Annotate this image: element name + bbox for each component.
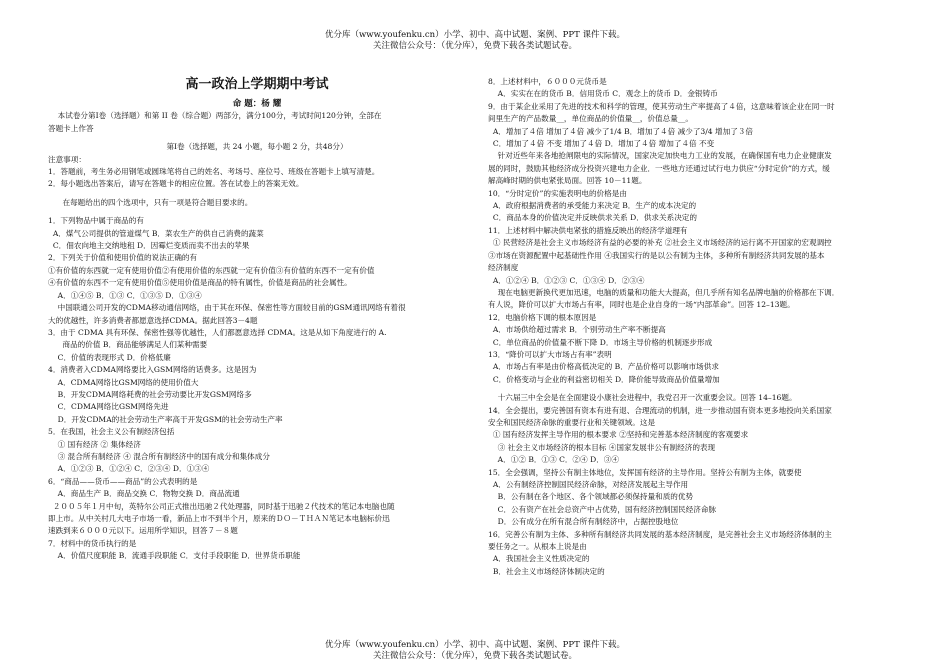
intro-line: 答题卡上作答 (48, 123, 94, 133)
option-line (48, 240, 466, 252)
option-line (488, 324, 906, 336)
statement-text: ① 民营经济是社会主义市场经济有益的必要的补充 ②社会主义市场经济的运行离不开国家的宏观调控 (492, 238, 832, 248)
section-heading: 第Ⅰ卷（选择题，共 24 小题，每小题 2 分，共48分） (166, 142, 348, 152)
option-text: A．我国社会主义性质决定的 (492, 554, 590, 564)
footer-line-1: 优分库（www.youfenku.cn）小学、初中、高中试题、案例、PPT 课件下载。 (325, 640, 625, 650)
option-line (48, 339, 466, 351)
option-text: A．市场供给超过需求 B．个别劳动生产率不断提高 (492, 325, 666, 335)
option-line (488, 138, 906, 150)
question: 4．消费者入CDMA网络要比入GSM网络的话费多。这是因为 (48, 365, 257, 375)
option-line (48, 550, 466, 562)
statement-text: ③ 社会主义市场经济的根本目标 ④国家发展非公有制经济的表现 (497, 442, 716, 452)
option-line (48, 352, 466, 364)
passage-line (48, 302, 466, 314)
option-text: A．CDMA网络比GSM网络的使用价值大 (57, 377, 199, 387)
option-text: A．煤气公司提供的管道煤气 B．菜农生产的供自己消费的蔬菜 (52, 228, 264, 238)
passage-line (488, 392, 906, 404)
statement-line (488, 442, 906, 454)
option-line (488, 212, 906, 224)
option-text: A．①② B．①③ C．②④ D．③④ (497, 455, 619, 465)
option-text: A．增加了４倍 增加了４倍 减少了1/4 B．增加了４倍 减少了3/4 增加了３倍 (492, 126, 754, 136)
question: 15．全会强调，坚持公有制主体地位，发挥国有经济的主导作用。坚持公有制为主体，就要使 (488, 467, 802, 477)
option-text: C．公有资产在社会总资产中占优势，国有经济控制国民经济命脉 (497, 504, 717, 514)
passage-text: 十六届三中全会是在全面建设小康社会进程中，我党召开一次重要会议。回答 14–16题。 (497, 393, 797, 403)
question: 要任务之一。从根本上说是由 (488, 542, 587, 552)
header-line-2: 关注微信公众号：（优分库），免费下载各类试题试卷。 (372, 41, 577, 51)
statement-text: ① 国有经济发挥主导作用的根本要求 ②坚持和完善基本经济制度的客观要求 (492, 430, 749, 440)
footer-line-2: 关注微信公众号：（优分库），免费下载各类试题试卷。 (372, 651, 577, 661)
note-item: 1．答题前，考生务必用钢笔或圆珠笔将自己的姓名、考场号、座位号、班级在答题卡上填写清楚。 (48, 167, 380, 177)
option-text: C．增加了４倍 不变 增加了４倍 D．增加了４倍 增加了４倍 不变 (492, 139, 715, 149)
option-text: C．商品本身的价值决定并反映供求关系 D．供求关系决定的 (492, 213, 697, 223)
option-text: A．公有制经济控制国民经济命脉，对经济发展起主导作用 (492, 480, 689, 489)
option-line (488, 479, 906, 491)
question: 16．完善公有制为主体、多种所有制经济共同发展的基本经济制度，是完善社会主义市场经济体制的主 (488, 529, 832, 539)
passage-text: ２００５年１月中旬，英特尔公司正式推出迅驰２代处理器，同时基于迅驰２代技术的笔记本电脑也随 (52, 501, 395, 511)
notes-heading: 注意事项： (48, 154, 86, 164)
option-line (488, 361, 906, 373)
option-text: B．开发CDMA网络耗费的社会劳动要比开发GSM网络多 (57, 389, 252, 399)
statement-line (488, 237, 906, 249)
option-text: B．公有制在各个地区、各个领域都必须保持量和质的优势 (497, 492, 694, 502)
question: 6．“商品——货币——商品”的公式表明的是 (48, 476, 198, 486)
option-text: D．开发CDMA的社会劳动生产率高于开发GSM的社会劳动生产率 (57, 414, 283, 424)
option-line (488, 374, 906, 386)
option-text: A．商品生产 B．商品交换 C．物物交换 D．商品流通 (57, 489, 240, 499)
question: 2．下列关于价值和使用价值的说法正确的有 (48, 253, 198, 263)
option-line (488, 126, 906, 138)
option-text: C．佃农向地主交纳地租 D．因霉烂变质而卖不出去的苹果 (52, 241, 250, 251)
intro-text: 本试卷分第Ⅰ卷（选择题）和第 II 卷（综合题）两部分，满分100分，考试时间120分钟，全部在 (57, 111, 382, 121)
passage-line (488, 287, 906, 299)
option-line (488, 454, 906, 466)
statement-line (48, 451, 466, 463)
option-line (488, 553, 906, 565)
exam-title: 高一政治上学期期中考试 (185, 77, 329, 92)
header-line-1: 优分库（www.youfenku.cn）小学、初中、高中试题、案例、PPT 课件下载。 (325, 30, 625, 40)
page-header (0, 30, 950, 52)
right-column (488, 76, 906, 578)
instruction-text: 在每题给出的四个选项中，只有一项是符合题目要求的。 (62, 197, 253, 207)
intro-line (48, 110, 466, 122)
question: 3．由于 CDMA 具有环保、保密性强等优越性，人们都愿意选择 CDMA。这是从如下角度进行的 A. (48, 327, 387, 337)
statement-line (48, 439, 466, 451)
option-line (48, 228, 466, 240)
option-line (48, 463, 466, 475)
question: 7．材料中的货币执行的是 (48, 538, 137, 548)
option-text: B．社会主义市场经济体制决定的 (492, 566, 605, 576)
exam-author: 命 题：杨 耀 (232, 99, 282, 109)
option-text: A．价值尺度职能 B．流通手段职能 C．支付手段职能 D．世界货币职能 (57, 551, 301, 561)
passage-line: 解高峰时期的供电紧张局面。回答 10－11题。 (488, 176, 647, 186)
option-text: A．①②③ B．①②④ C．②③④ D．①③④ (57, 464, 210, 474)
statement-line: ③市场在资源配置中起基础性作用 ④我国实行的是以公有制为主体，多种所有制经济共同发展的基本 (488, 250, 825, 260)
option-text: D．公有成分在所有混合所有制经济中，占据控股地位 (497, 517, 679, 527)
statement-line (488, 429, 906, 441)
page-footer (0, 640, 950, 662)
question: 5．在我国，社会主义公有制经济包括 (48, 427, 175, 437)
passage-text: 中国联通公司开发的CDMA移动通信网络，由于其在环保、保密性等方面较目前的GSM通讯网络有着很 (57, 303, 406, 313)
question: 1．下列物品中属于商品的有 (48, 216, 144, 226)
option-line (488, 200, 906, 212)
option-text: C．单位商品的价值量不断下降 D．市场主导价格的机制逐步形成 (492, 337, 713, 347)
option-line (488, 88, 906, 100)
question: 安全和国民经济命脉的重要行业和关键领域。这是 (488, 417, 656, 427)
statement-text: ③ 混合所有制经济 ④ 混合所有制经济中的国有成分和集体成分 (57, 451, 270, 461)
option-line (48, 290, 466, 302)
statement-text: ① 国有经济 ② 集体经济 (57, 439, 141, 449)
passage-line: 即上市。从中关村几大电子市场一看，新品上市不到半个月，原来的ＤＯ－ＴＨＡＮ笔记本电脑标价迅 (48, 514, 390, 523)
option-line (488, 504, 906, 516)
question: 间里生产的产品数量__，单位商品的价值量__，价值总量__。 (488, 114, 694, 124)
option-line (488, 566, 906, 578)
left-column (48, 76, 466, 563)
instruction (48, 197, 466, 209)
passage-line: 速跌到来６０００元以下。运用所学知识，回答７－８题 (48, 526, 238, 536)
question: 11．上述材料中解决供电紧张的措施反映出的经济学道理有 (488, 225, 688, 235)
option-text: C．价格变动与企业的利益密切相关 D．降价能导致商品价值量增加 (492, 374, 720, 384)
question: 14．全会提出，要完善国有资本有进有退、合理流动的机制，进一步推动国有资本更多地投向关系国家 (488, 405, 832, 415)
question: 8．上述材料中，６０００元货币是 (488, 77, 607, 86)
statement-line: ①有价值的东西就一定有使用价值②有使用价值的东西就一定有价值③有价值的东西不一定有价值 (48, 265, 375, 275)
passage-line: 展的同时，鼓励其他经济成分投资兴建电力企业．一些地方还通过试行电力供应“分时定价”的方式，缓 (488, 163, 830, 173)
option-line (48, 414, 466, 426)
option-text: C．CDMA网络比GSM网络先进 (57, 402, 169, 412)
option-line (48, 389, 466, 401)
option-line (488, 516, 906, 528)
passage-line: 大的优越性，许多消费者都愿意选择CDMA。据此回答3－4题 (48, 315, 258, 325)
option-text: A．政府根据消费者的承受能力来决定 B．生产的成本决定的 (492, 201, 697, 211)
option-line (48, 488, 466, 500)
question: 9．由于某企业采用了先进的技术和科学的管理，使其劳动生产率提高了４倍，这意味着该企业在同一时 (488, 101, 835, 111)
option-text: A．①④⑤ B．①③ C．①③⑤ D．①③④ (57, 290, 202, 300)
statement-line: 经济制度 (488, 263, 519, 273)
option-line (48, 401, 466, 413)
passage-text: 针对近些年来各地抢闸限电的实际情况，国家决定加快电力工业的发展，在确保国有电力企业健康发 (497, 151, 832, 161)
option-text: A．市场占有率是由价格高低决定的 B．产品价格可以影响市场供求 (492, 362, 719, 372)
option-text: C．价值的表现形式 D．价格低廉 (57, 352, 171, 362)
passage-line (48, 501, 466, 513)
question: 12．电脑价格下调的根本原因是 (488, 312, 597, 322)
option-text: A．①②④ B．①②③ C．①③④ D．②③④ (492, 275, 645, 285)
option-line (488, 491, 906, 503)
passage-line: 有人说，降价可以扩大市场占有率，同时也是企业自身的一场“内部革命”。回答 12–13题。 (488, 300, 795, 310)
option-text: A．实实在在的货币 B．信用货币 C．观念上的货币 D．金银铸币 (497, 89, 718, 99)
note-item: 2．每小题选出答案后，请写在答题卡的相应位置。答在试卷上的答案无效。 (48, 179, 304, 189)
passage-text: 现在电脑更新换代更加迅速，电脑的质量和功能大大提高，但几乎所有知名品牌电脑的价格都在下调． (497, 287, 840, 297)
option-line (488, 275, 906, 287)
option-line (488, 337, 906, 349)
option-line (48, 377, 466, 389)
statement-line: ④有价值的东西不一定有使用价值⑤使用价值是商品的特有属性，价值是商品的社会属性。 (48, 278, 352, 288)
question: 13．“降价可以扩大市场占有率”表明 (488, 349, 612, 359)
passage-line (488, 150, 906, 162)
option-text: 商品的价值 B．商品能够满足人们某种需要 (62, 340, 208, 350)
question: 10．“分时定价”的实施表明电的价格是由 (488, 188, 627, 198)
